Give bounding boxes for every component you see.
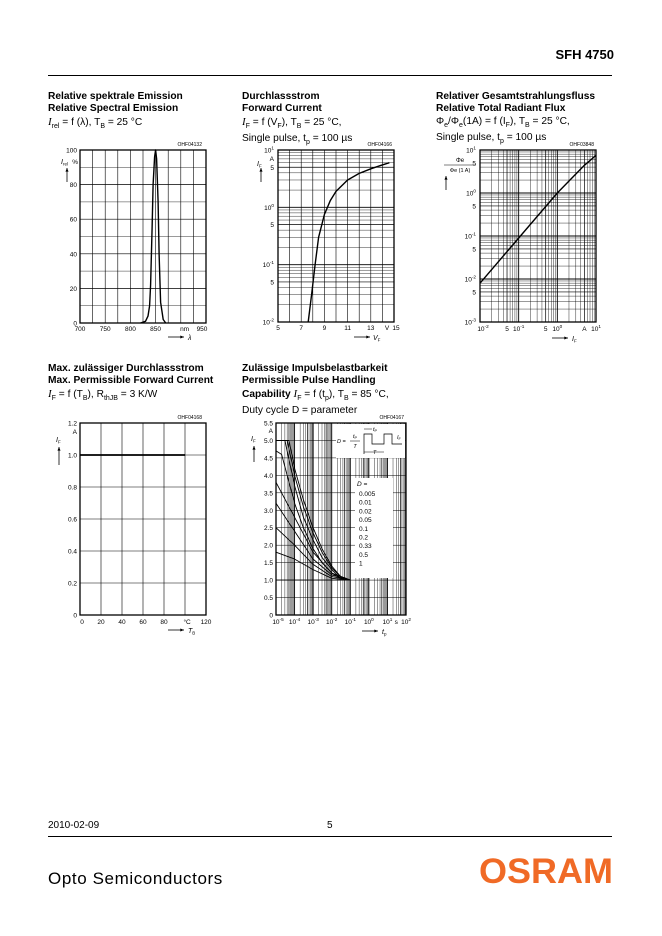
x-axis-label: $t_p$ (382, 629, 387, 637)
x-tick-label: 5 (276, 325, 280, 332)
chart-radiant-flux (430, 138, 610, 348)
x-axis-label: $T_B$ (188, 628, 196, 636)
x-tick-label: $10^{-3}$ (307, 617, 319, 626)
caption-line: Relative Spectral Emission (48, 103, 179, 115)
caption-max-forward-current (48, 363, 213, 405)
x-tick-label: °C (183, 619, 191, 626)
y-tick-label: 1.0 (263, 577, 273, 585)
x-tick-label: 13 (367, 325, 375, 332)
y-tick-label: $10^{-2}$ (464, 274, 476, 284)
caption-line: Max. Permissible Forward Current (48, 375, 214, 387)
y-tick-label: $10^{-1}$ (262, 260, 274, 270)
x-tick-label: 5 (505, 326, 509, 333)
legend-entry: 0.5 (359, 551, 369, 559)
formula-part: = f (V (249, 116, 278, 128)
chart-spectral-emission (40, 138, 220, 348)
caption-line: Duty cycle D = parameter (242, 405, 358, 417)
caption-line: Relative spektrale Emission (48, 91, 183, 102)
y-tick-label: 0 (73, 320, 77, 328)
formula-part: Single pulse, t (242, 133, 306, 145)
formula-part: ), R (87, 388, 104, 400)
formula-sub: p (324, 394, 329, 402)
x-tick-label: 20 (97, 619, 105, 626)
chart-code: OHF04166 (367, 142, 392, 148)
caption-line: Forward Current (242, 103, 322, 115)
legend-entry: 0.05 (359, 517, 372, 525)
y-tick-label: 100 (66, 147, 77, 155)
formula-part: ), T (281, 116, 297, 128)
caption-line: Permissible Pulse Handling (242, 375, 376, 387)
footer-rule (48, 836, 612, 837)
formula-sub: p (500, 138, 504, 146)
x-tick-label: A (582, 326, 587, 333)
y-unit: A (72, 429, 77, 436)
y-unit: A (268, 428, 273, 435)
inset-fraction-den: T (353, 444, 357, 450)
x-tick-label: $10^{-1}$ (344, 617, 356, 626)
axis-arrow-head (180, 628, 184, 631)
legend-entry: 0.2 (359, 534, 369, 542)
formula-sub: B (525, 121, 530, 129)
y-tick-label: 2.0 (263, 542, 273, 550)
formula-sub: B (296, 122, 302, 130)
y-unit: % (72, 159, 78, 166)
y-tick-label: 20 (69, 285, 77, 293)
formula-part: = f (t (301, 388, 325, 400)
forward-current-curve (308, 163, 389, 322)
y-tick-label: 1.5 (263, 560, 273, 568)
x-tick-label: 750 (99, 326, 111, 333)
legend-entry: 0.1 (359, 525, 369, 533)
y-unit: A (269, 156, 274, 163)
x-tick-label: $10^1$ (591, 324, 601, 333)
legend-entry: 0.33 (359, 543, 372, 551)
formula-part: Φ (436, 115, 445, 127)
x-tick-label: 15 (392, 325, 400, 332)
x-tick-label: 0 (80, 619, 84, 626)
x-tick-label: 7 (299, 325, 304, 332)
inset-T-label: T (373, 450, 377, 456)
inset-fraction-num: tP (352, 434, 358, 440)
x-tick-label: $10^1$ (382, 617, 393, 626)
formula-part: (1A) = f (I (462, 115, 506, 127)
legend-title: D = (357, 481, 368, 488)
header-rule (48, 75, 612, 76)
axis-arrow-head (366, 335, 370, 338)
y-tick-label: $10^1$ (264, 145, 274, 155)
formula-part: = 3 K/W (117, 388, 158, 400)
inset-tp-label: tP (373, 427, 378, 433)
y-tick-label: 5 (472, 246, 476, 254)
y-tick-label: 80 (69, 182, 77, 190)
x-tick-label: 800 (124, 326, 136, 333)
formula-part: = 85 °C, (348, 388, 389, 400)
formula-part: = f (T (55, 388, 83, 400)
legend-entry: 1 (359, 560, 363, 568)
x-tick-label: 80 (160, 619, 168, 626)
formula-part: I (48, 387, 52, 400)
x-tick-label: $10^{-1}$ (512, 324, 525, 333)
formula-part: /Φ (448, 115, 460, 127)
formula-sub: e (444, 121, 449, 129)
page-number: 5 (327, 820, 333, 831)
formula-sub: p (306, 139, 310, 147)
y-tick-label: 2.5 (263, 525, 273, 533)
y-tick-label: 0 (269, 612, 273, 620)
chart-forward-current (236, 138, 416, 348)
chart-max-forward-current (40, 410, 220, 645)
y-tick-label: 0.4 (67, 548, 77, 556)
y-tick-label: $10^{-2}$ (262, 317, 274, 327)
x-tick-label: nm (180, 326, 190, 333)
x-tick-label: 120 (200, 619, 212, 626)
x-tick-label: 40 (118, 619, 126, 626)
axis-arrow-head (252, 446, 255, 450)
formula-part: = 25 °C (104, 116, 143, 128)
caption-line: Capability (242, 388, 294, 400)
formula-part: Single pulse, t (436, 132, 500, 144)
y-tick-label: 40 (69, 251, 77, 259)
chart-code: OHF04132 (177, 142, 202, 148)
formula-part: = 100 µs (309, 133, 353, 145)
chart-code: OHF04167 (379, 415, 404, 421)
formula-sub: rel (51, 122, 60, 130)
x-tick-label: 850 (150, 326, 162, 333)
x-tick-label: $10^0$ (363, 617, 374, 626)
legend-entry: 0.005 (359, 491, 376, 498)
inset-IF-label: IF (397, 435, 401, 441)
y-tick-label: 5 (472, 203, 476, 211)
legend-entry: 0.02 (359, 508, 372, 516)
caption-line: Zulässige Impulsbelastbarkeit (242, 363, 388, 374)
y-tick-label: 1.2 (67, 420, 77, 428)
osram-logo-text: OSRAM (479, 852, 613, 888)
chart-pulse-handling (236, 410, 426, 645)
y-tick-label: 0.8 (67, 484, 77, 492)
x-axis-label: $I_F$ (572, 336, 577, 344)
formula-sub: thJB (103, 394, 118, 402)
x-tick-label: $10^2$ (401, 617, 411, 626)
axis-arrow-head (57, 447, 60, 451)
formula-part: I (48, 115, 52, 128)
x-tick-label: 950 (196, 326, 208, 333)
document-title: SFH 4750 (555, 47, 614, 62)
y-tick-label: 3.5 (263, 490, 273, 498)
y-tick-label: 0.6 (67, 516, 77, 524)
y-tick-label: 1.0 (67, 452, 77, 460)
y-tick-label: 0 (73, 612, 77, 620)
x-axis-label: λ (188, 335, 192, 342)
x-tick-label: 9 (322, 325, 327, 332)
y-axis-label: $I_{rel}$ (61, 159, 68, 167)
caption-line: Durchlassstrom (242, 91, 320, 102)
y-axis-label: $I_F$ (251, 436, 256, 444)
axis-arrow-head (65, 168, 68, 172)
chart-code: OHF03848 (569, 142, 594, 148)
x-tick-label: $10^{-2}$ (477, 324, 489, 333)
y-tick-label: 5 (472, 289, 476, 297)
x-tick-label: 11 (344, 325, 351, 332)
caption-line: Relative Total Radiant Flux (436, 103, 566, 115)
x-tick-label: 60 (139, 619, 147, 626)
formula-sub: B (100, 122, 105, 130)
formula-sub: F (277, 122, 282, 130)
division-name: Opto Semiconductors (48, 869, 223, 888)
formula-sub: B (82, 394, 88, 402)
y-tick-label: 5.0 (263, 437, 273, 445)
formula-part: = 25 °C, (529, 115, 570, 127)
y-tick-label: $10^1$ (466, 145, 476, 155)
y-tick-label: 4.0 (263, 472, 273, 480)
x-axis-label: $V_F$ (373, 335, 381, 343)
formula-part: I (293, 387, 298, 400)
x-tick-label: V (384, 325, 390, 332)
formula-sub: F (505, 121, 510, 129)
y-tick-label: 5 (270, 222, 274, 230)
y-tick-label: $10^{-1}$ (464, 231, 476, 241)
formula-sub: e (459, 121, 463, 129)
legend-entry: 0.01 (359, 499, 372, 507)
caption-line: Relativer Gesamtstrahlungsfluss (436, 91, 596, 102)
inset-D-label: D = (337, 439, 346, 445)
y-tick-label: 5 (472, 160, 476, 168)
y-tick-label: $10^{-3}$ (464, 317, 476, 327)
radiant-flux-curve (480, 155, 596, 283)
formula-part: I (242, 115, 246, 128)
x-tick-label: $10^{-4}$ (288, 617, 301, 626)
y-axis-label: $I_F$ (257, 161, 262, 169)
y-axis-label-num: Φe (455, 158, 465, 164)
axis-arrow-head (180, 335, 184, 338)
axis-arrow-head (374, 629, 378, 632)
formula-part: ), T (509, 115, 526, 127)
x-tick-label: $10^0$ (552, 324, 563, 333)
y-tick-label: 0.5 (263, 595, 273, 603)
formula-part: = 100 µs (503, 132, 547, 144)
formula-part: = f (λ), T (59, 116, 101, 128)
formula-sub: F (245, 122, 250, 130)
osram-logo (479, 852, 615, 888)
axis-arrow-head (259, 168, 262, 172)
footer-date: 2010-02-09 (48, 820, 100, 831)
y-tick-label: $10^0$ (264, 202, 274, 212)
caption-spectral (48, 91, 183, 133)
y-tick-label: 60 (69, 216, 77, 224)
axis-arrow-head (564, 336, 568, 339)
chart-code: OHF04168 (177, 415, 202, 421)
formula-sub: F (297, 394, 302, 402)
y-axis-label-den: Φe (1 A) (449, 168, 471, 174)
x-tick-label: $10^{-5}$ (272, 617, 284, 626)
y-tick-label: 3.0 (263, 507, 273, 515)
x-tick-label: s (394, 619, 398, 626)
x-tick-label: 700 (74, 326, 86, 333)
formula-part: = 25 °C, (301, 116, 342, 128)
y-tick-label: 5 (270, 164, 274, 172)
x-tick-label: $10^{-2}$ (326, 617, 338, 626)
y-tick-label: 5.5 (263, 420, 273, 428)
y-axis-label: $I_F$ (56, 437, 61, 445)
formula-part: ), T (328, 388, 344, 400)
axis-arrow-head (444, 176, 447, 180)
formula-sub: F (51, 394, 56, 402)
y-tick-label: 5 (270, 279, 274, 287)
x-tick-label: 5 (543, 326, 548, 333)
y-tick-label: 4.5 (263, 455, 273, 463)
y-tick-label: $10^0$ (466, 188, 476, 198)
caption-line: Max. zulässiger Durchlassstrom (48, 363, 204, 374)
formula-sub: B (343, 394, 349, 402)
y-tick-label: 0.2 (67, 580, 77, 588)
